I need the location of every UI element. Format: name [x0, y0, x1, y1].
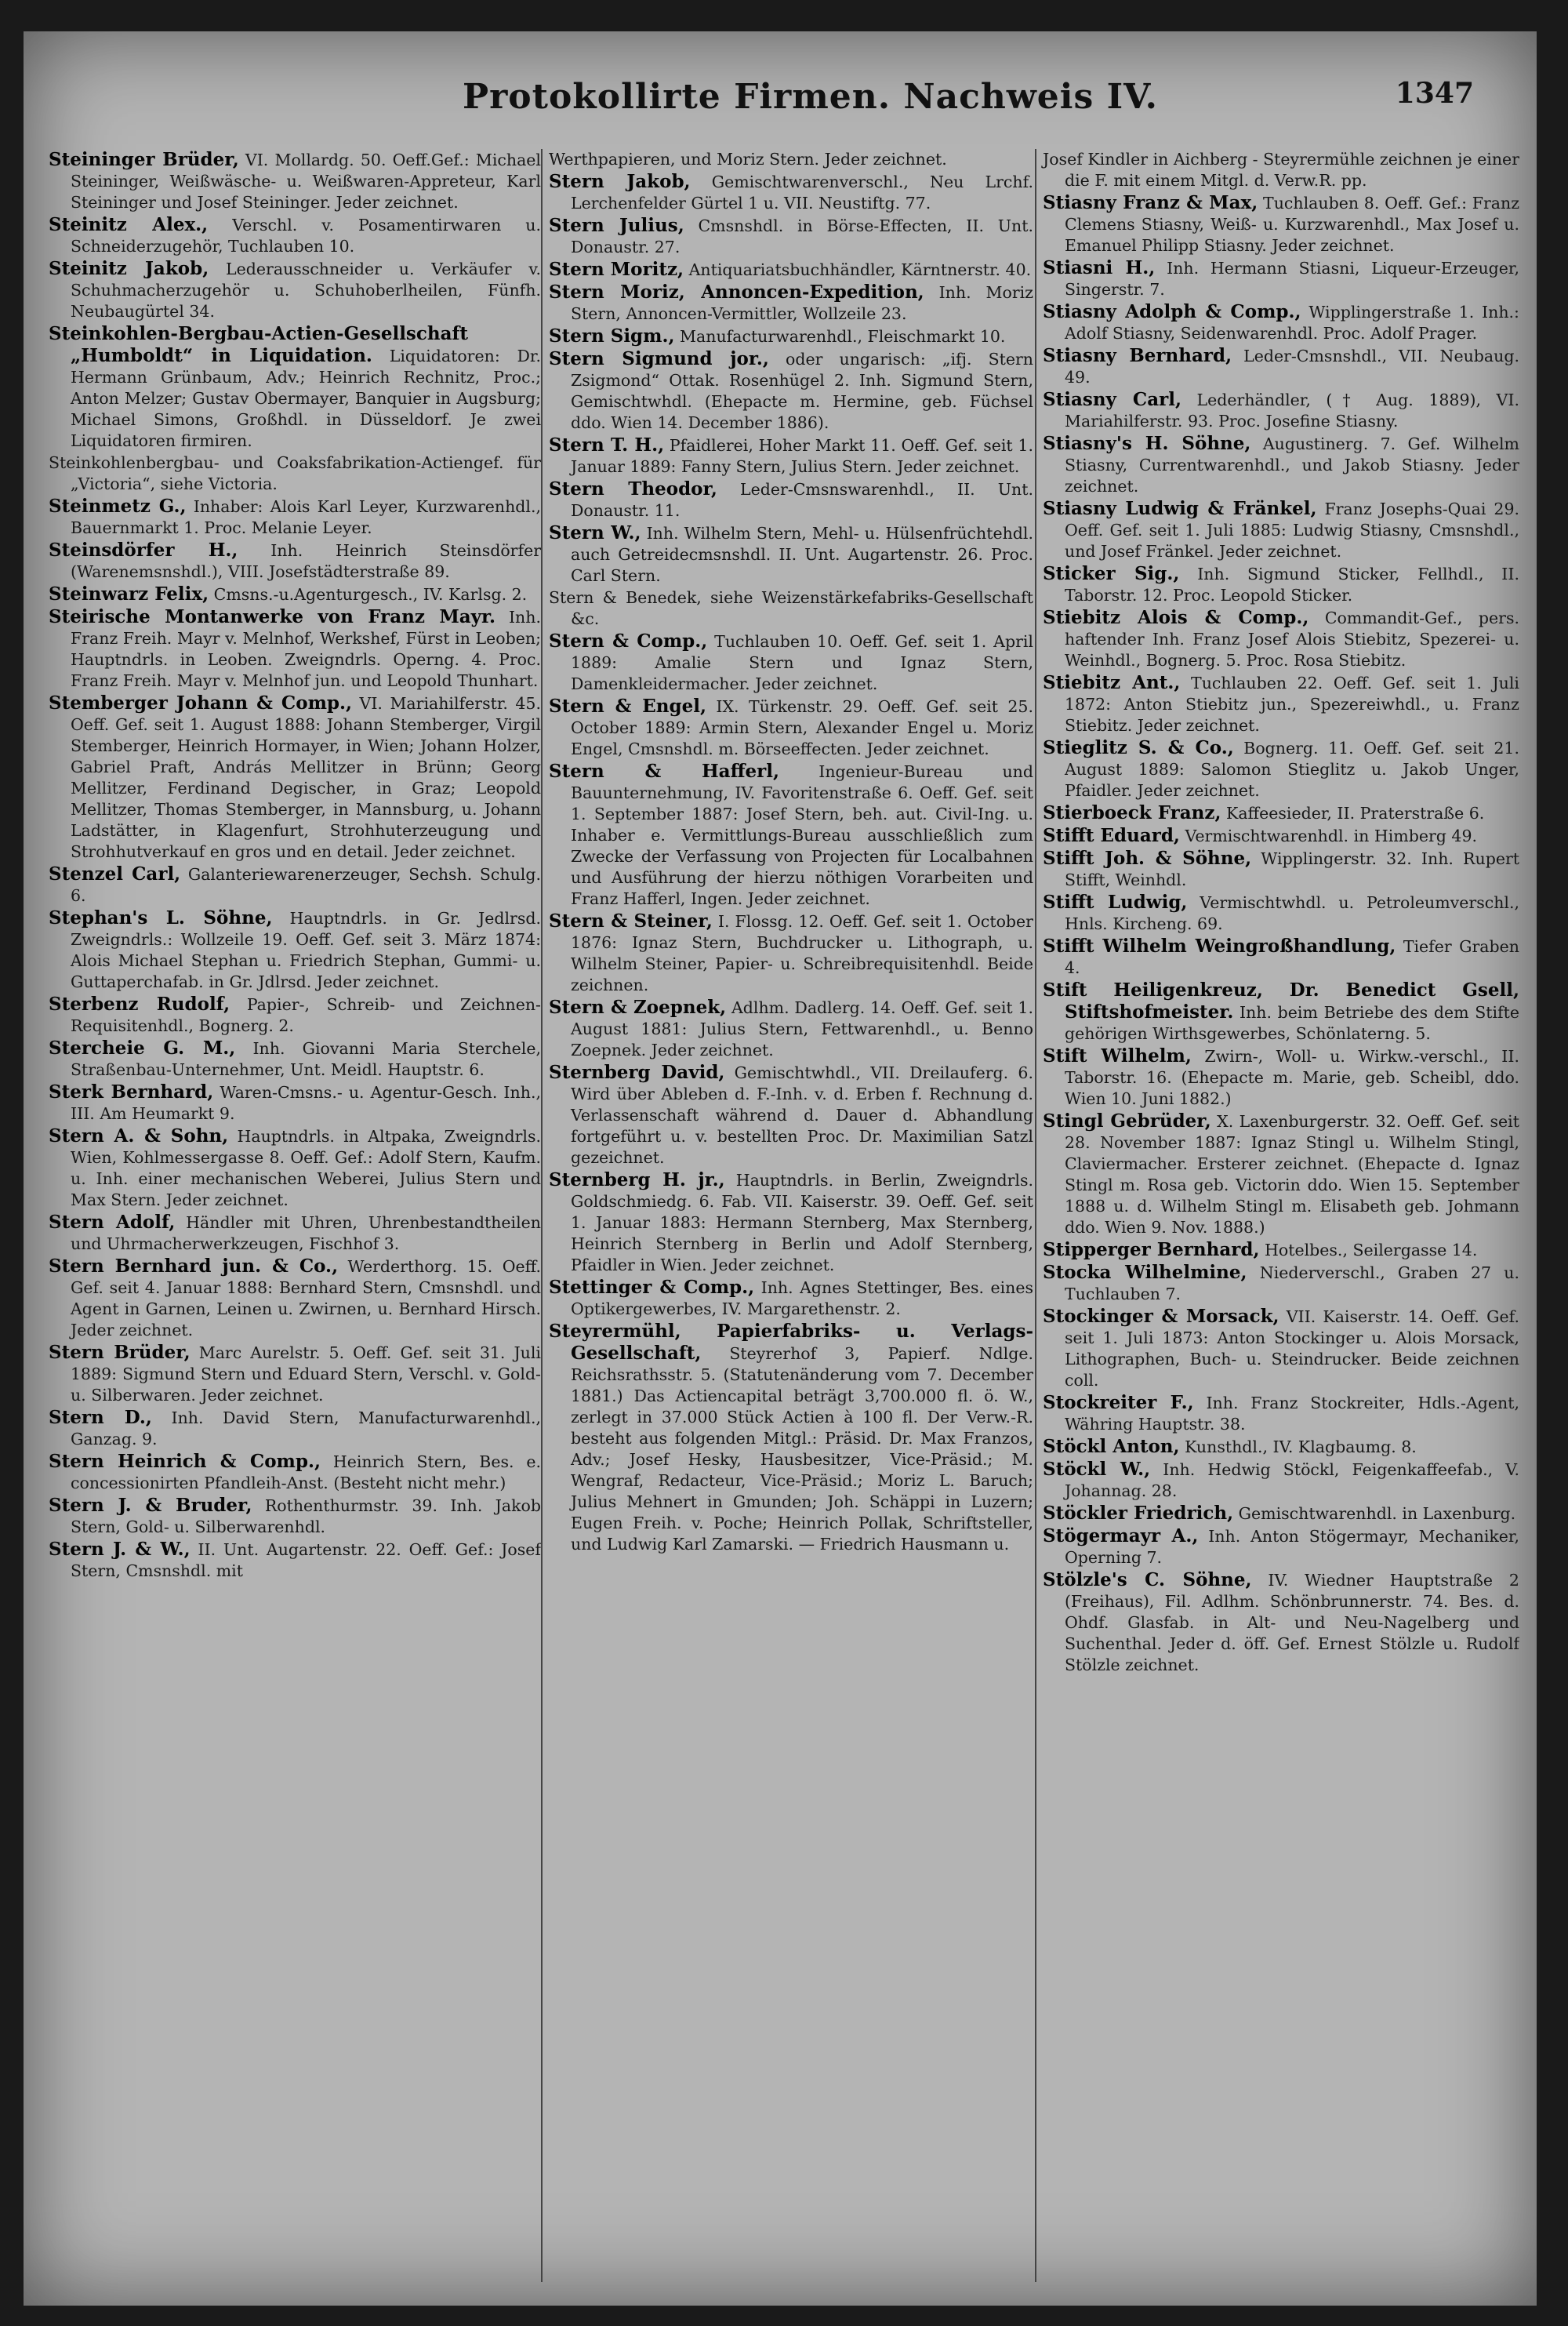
firm-name: Stifft Eduard,: [1043, 825, 1180, 846]
firm-details: II. Unt. Augartenstr. 22. Oeff. Gef.: Josef Stern, Cmsnshdl. mit: [71, 1540, 541, 1580]
firm-name: Stern & Engel,: [549, 696, 706, 717]
firm-details: Kunsthdl., IV. Klagbaumg. 8.: [1185, 1437, 1417, 1456]
document-page: [24, 31, 1537, 2306]
firm-name: Stögermayr A.,: [1043, 1525, 1199, 1546]
firm-details: Ingenieur-Bureau und Bauunternehmung, IV. Favoritenstraße 6. Oeff. Gef. seit 1. September 1887: Josef Stern, beh. aut. Civil-Ing. u. Inhaber e. Vermittlungs-Bureau ausschließlich zum Zwecke der Verfassung von Projecten für Localbahnen und Ausführung der hierzu nöthigen Vorarbeiten und Franz Hafferl, Ingen. Jeder zeichnet.: [571, 762, 1033, 908]
firm-name: Stift Heiligenkreuz, Dr. Benedict Gsell, Stiftshofmeister.: [1043, 979, 1519, 1023]
firm-name: Sterk Bernhard,: [49, 1081, 214, 1103]
firm-details: Augustinerg. 7. Gef. Wilhelm Stiasny, Currentwarenhdl., und Jakob Stiasny. Jeder zeichnet.: [1065, 434, 1519, 496]
firm-details: Hauptndrls. in Gr. Jedlrsd. Zweigndrls.: Wollzeile 19. Oeff. Gef. seit 3. März 1874: Alois Michael Stephan u. Friedrich Stephan, Gummi- u. Guttaperchafab. in Gr. Jdlrsd. Jeder zeichnet.: [71, 909, 541, 991]
firm-details: Heinrich Stern, Bes. e. concessionirten Pfandleih-Anst. (Besteht nicht mehr.): [71, 1452, 541, 1492]
firm-details: Waren-Cmsns.- u. Agentur-Gesch. Inh., III. Am Heumarkt 9.: [71, 1083, 541, 1123]
firm-details: X. Laxenburgerstr. 32. Oeff. Gef. seit 28. November 1887: Ignaz Stingl u. Wilhelm Stingl, Claviermacher. Ersterer zeichnet. (Ehepacte d. Ignaz Stingl m. Rosa geb. Victorin ddo. Wien 15. September 1888 u. d. Wilhelm Stingl m. Elisabeth geb. Johmann ddo. Wien 9. Nov. 1888.): [1065, 1112, 1519, 1237]
firm-name: Sticker Sig.,: [1043, 563, 1180, 584]
directory-entry: [1043, 979, 1519, 1045]
directory-entry: [1043, 1045, 1519, 1110]
directory-entry: [549, 282, 1033, 325]
directory-entry: [49, 583, 541, 605]
firm-name: Stern Julius,: [549, 215, 684, 236]
firm-details: Inh. Sigmund Sticker, Fellhdl., II. Taborstr. 12. Proc. Leopold Sticker.: [1065, 565, 1519, 605]
firm-details: Wipplingerstr. 32. Inh. Rupert Stifft, Weinhdl.: [1065, 849, 1519, 889]
firm-name: Stöckl Anton,: [1043, 1436, 1180, 1457]
directory-entry: [1043, 433, 1519, 497]
directory-entry: [1043, 825, 1519, 847]
directory-entry: [1043, 1110, 1519, 1238]
directory-entry: [549, 522, 1033, 587]
firm-details: Adlhm. Dadlerg. 14. Oeff. Gef. seit 1. August 1881: Julius Stern, Fettwarenhdl., u. Benno Zoepnek. Jeder zeichnet.: [571, 998, 1033, 1059]
firm-details: Commandit-Gef., pers. haftender Inh. Franz Josef Alois Stiebitz, Spezerei- u. Weinhdl., Bognerg. 5. Proc. Rosa Stiebitz.: [1065, 609, 1519, 670]
firm-details: Hauptndrls. in Altpaka, Zweigndrls. Wien, Kohlmessergasse 8. Oeff. Gef.: Adolf Stern, Kaufm. u. Inh. einer mechanischen Weberei, Julius Stern und Max Stern. Jeder zeichnet.: [71, 1127, 541, 1209]
column-middle: [541, 149, 1033, 2282]
firm-name: Stifft Wilhelm Weingroßhandlung,: [1043, 936, 1396, 957]
firm-details: Pfaidlerei, Hoher Markt 11. Oeff. Gef. seit 1. Januar 1889: Fanny Stern, Julius Stern. Jeder zeichnet.: [571, 436, 1033, 476]
firm-name: Stiasny Ludwig & Fränkel,: [1043, 498, 1317, 519]
directory-entry: [1043, 192, 1519, 256]
directory-entry: [49, 863, 541, 907]
firm-details: Gemischtwhdl., VII. Dreilauferg. 6. Wird über Ableben d. F.-Inh. v. d. Erben f. Rechnung d. Verlassenschaft während d. Dauer d. Abhandlung fortgeführt u. v. bestellten Proc. Dr. Maximilian Satzl gezeichnet.: [571, 1063, 1033, 1167]
firm-details: Bognerg. 11. Oeff. Gef. seit 21. August 1889: Salomon Stieglitz u. Jakob Unger, Pfaidler. Jeder zeichnet.: [1065, 739, 1519, 800]
firm-name: Stifft Ludwig,: [1043, 892, 1188, 913]
firm-details: Marc Aurelstr. 5. Oeff. Gef. seit 31. Juli 1889: Sigmund Stern und Eduard Stern, Verschl. v. Gold- u. Silberwaren. Jeder zeichnet.: [71, 1343, 541, 1405]
firm-name: Stingl Gebrüder,: [1043, 1110, 1211, 1132]
firm-name: Stiasni H.,: [1043, 257, 1156, 278]
directory-entry: [549, 1062, 1033, 1168]
directory-entry: [1043, 1262, 1519, 1305]
firm-name: Stern D.,: [49, 1407, 152, 1428]
firm-name: Stöckl W.,: [1043, 1459, 1151, 1480]
firm-details: Inh. Anton Stögermayr, Mechaniker, Operning 7.: [1065, 1527, 1519, 1567]
firm-name: Stern & Steiner,: [549, 910, 713, 932]
firm-details: Kaffeesieder, II. Praterstraße 6.: [1226, 804, 1485, 823]
firm-name: Stöckler Friedrich,: [1043, 1503, 1234, 1524]
firm-details: Inh. Franz Stockreiter, Hdls.-Agent, Währing Hauptstr. 38.: [1065, 1394, 1519, 1434]
firm-details: VI. Mariahilferstr. 45. Oeff. Gef. seit 1. August 1888: Johann Stemberger, Virgil Stemberger, Heinrich Hormayer, in Wien; Johann Holzer, Gabriel Praft, András Mellitzer in Brünn; Georg Mellitzer, Ferdinand Degischer, in Graz; Leopold Mellitzer, Thomas Stemberger, in Mannsburg, u. Johann Ladstätter, in Klagenfurt, Strohhuterzeugung und Strohhutverkauf en gros und en detail. Jeder zeichnet.: [71, 694, 541, 861]
directory-entry: [549, 696, 1033, 760]
directory-entry: [49, 1212, 541, 1255]
directory-entry: [1043, 301, 1519, 344]
directory-entry: [549, 910, 1033, 996]
firm-name: Stemberger Johann & Comp.,: [49, 692, 352, 714]
firm-name: Steinwarz Felix,: [49, 583, 209, 605]
firm-details: IX. Türkenstr. 29. Oeff. Gef. seit 25. October 1889: Armin Stern, Alexander Engel u. Moriz Engel, Cmsnshdl. m. Börseeffecten. Jeder zeichnet.: [571, 697, 1033, 758]
firm-details: Rothenthurmstr. 39. Inh. Jakob Stern, Gold- u. Silberwarenhdl.: [71, 1496, 541, 1536]
firm-details: Inh. Giovanni Maria Sterchele, Straßenbau-Unternehmer, Unt. Meidl. Hauptstr. 6.: [71, 1039, 541, 1079]
firm-name: Stipperger Bernhard,: [1043, 1239, 1260, 1260]
firm-name: Stern Moriz, Annoncen-Expedition,: [549, 282, 924, 303]
firm-details: I. Flossg. 12. Oeff. Gef. seit 1. October 1876: Ignaz Stern, Buchdrucker u. Lithograph, u. Wilhelm Steiner, Papier- u. Schreibrequisitenhdl. Beide zeichnen.: [571, 912, 1033, 994]
firm-details: Gemischtwarenhdl. in Laxenburg.: [1238, 1504, 1516, 1523]
directory-entry: [49, 1038, 541, 1081]
directory-entry: [1043, 672, 1519, 736]
directory-entry: [549, 587, 1033, 630]
firm-details: Tiefer Graben 4.: [1065, 937, 1519, 977]
directory-entry: [49, 323, 541, 452]
directory-entry: [1043, 737, 1519, 801]
directory-entry: [49, 606, 541, 692]
directory-entry: [549, 171, 1033, 214]
firm-details: Josef Kindler in Aichberg - Steyrermühle zeichnen je einer die F. mit einem Mitgl. d. Verw.R. pp.: [1043, 150, 1519, 190]
firm-details: Galanteriewarenerzeuger, Sechsh. Schulg. 6.: [71, 865, 541, 905]
firm-details: Franz Josephs-Quai 29. Oeff. Gef. seit 1. Juli 1885: Ludwig Stiasny, Cmsnshdl., und Josef Fränkel. Jeder zeichnet.: [1065, 500, 1519, 561]
directory-entry: [549, 631, 1033, 695]
firm-name: Stern & Zoepnek,: [549, 997, 727, 1018]
directory-entry: [49, 149, 541, 213]
directory-entry: [49, 452, 541, 495]
firm-details: Cmsnshdl. in Börse-Effecten, II. Unt. Donaustr. 27.: [571, 216, 1033, 256]
firm-name: Stern & Hafferl,: [549, 761, 779, 782]
firm-name: Stern Brüder,: [49, 1342, 191, 1363]
directory-entry: [1043, 802, 1519, 824]
firm-name: Steinitz Alex.,: [49, 214, 209, 235]
firm-details: VII. Kaiserstr. 14. Oeff. Gef. seit 1. Juli 1873: Anton Stockinger u. Alois Morsack, Lithographen, Buch- u. Steindrucker. Beide zeichnen coll.: [1065, 1307, 1519, 1390]
firm-details: Vermischtwhdl. u. Petroleumverschl., Hnls. Kircheng. 69.: [1065, 893, 1519, 933]
directory-entry: [549, 149, 1033, 170]
firm-details: Inh. Heinrich Steinsdörfer (Warenemsnshdl.), VIII. Josefstädterstraße 89.: [71, 541, 541, 581]
firm-name: Stephan's L. Söhne,: [49, 907, 273, 929]
firm-name: Stern Moritz,: [549, 259, 684, 280]
firm-details: VI. Mollardg. 50. Oeff.Gef.: Michael Steininger, Weißwäsche- u. Weißwaren-Appreteur, Karl Steininger und Josef Steininger. Jeder zeichnet.: [71, 151, 541, 212]
firm-name: Steinkohlen-Bergbau-Actien-Gesellschaft „Humboldt“ in Liquidation.: [49, 323, 469, 366]
directory-entry: [1043, 936, 1519, 979]
firm-name: Sterbenz Rudolf,: [49, 994, 230, 1015]
firm-name: Steinsdörfer H.,: [49, 540, 238, 561]
firm-details: Inh. Agnes Stettinger, Bes. eines Optikergewerbes, IV. Margarethenstr. 2.: [571, 1278, 1033, 1318]
firm-details: Zwirn-, Woll- u. Wirkw.-verschl., II. Taborstr. 16. (Ehepacte m. Marie, geb. Scheibl, ddo. Wien 10. Juni 1882.): [1065, 1047, 1519, 1108]
directory-entry: [549, 1169, 1033, 1276]
firm-details: Lederhändler, († Aug. 1889), VI. Mariahilferstr. 93. Proc. Josefine Stiasny.: [1065, 391, 1519, 431]
firm-details: Steinkohlenbergbau- und Coaksfabrikation-Actiengef. für „Victoria“, siehe Victoria.: [49, 453, 541, 493]
column-right: [1035, 149, 1519, 2282]
firm-name: Steinmetz G.,: [49, 496, 187, 517]
firm-name: Stiasny's H. Söhne,: [1043, 433, 1251, 454]
directory-entry: [1043, 607, 1519, 671]
firm-name: Stiasny Bernhard,: [1043, 345, 1232, 366]
directory-entry: [1043, 498, 1519, 562]
directory-entry: [549, 215, 1033, 258]
firm-name: Steinitz Jakob,: [49, 258, 209, 279]
firm-name: Stierboeck Franz,: [1043, 802, 1221, 823]
firm-name: Stift Wilhelm,: [1043, 1045, 1192, 1067]
directory-entry: [549, 1277, 1033, 1320]
firm-name: Stockreiter F.,: [1043, 1392, 1194, 1413]
firm-name: Stern J. & W.,: [49, 1539, 191, 1560]
firm-details: Niederverschl., Graben 27 u. Tuchlauben 7.: [1065, 1263, 1519, 1303]
directory-entry: [1043, 1436, 1519, 1458]
firm-details: Hotelbes., Seilergasse 14.: [1265, 1241, 1478, 1259]
firm-name: Stieglitz S. & Co.,: [1043, 737, 1234, 758]
directory-entry: [549, 1321, 1033, 1555]
directory-entry: [49, 1256, 541, 1341]
directory-entry: [1043, 149, 1519, 191]
firm-details: Verschl. v. Posamentirwaren u. Schneiderzugehör, Tuchlauben 10.: [71, 216, 541, 256]
column-left: [49, 149, 541, 2282]
firm-name: Stern Jakob,: [549, 171, 691, 192]
firm-details: Werthpapieren, und Moriz Stern. Jeder zeichnet.: [549, 150, 947, 169]
firm-name: Sternberg David,: [549, 1062, 725, 1083]
firm-name: Stern W.,: [549, 522, 641, 543]
firm-name: Stettinger & Comp.,: [549, 1277, 755, 1298]
directory-entry: [49, 692, 541, 863]
firm-details: Hauptndrls. in Berlin, Zweigndrls. Goldschmiedg. 6. Fab. VII. Kaiserstr. 39. Oeff. Gef. seit 1. Januar 1883: Hermann Sternberg, Max Sternberg, Heinrich Sternberg in Berlin und Adolf Sternberg, Pfaidler in Wien. Jeder zeichnet.: [571, 1171, 1033, 1274]
directory-entry: [49, 907, 541, 993]
firm-name: Stiasny Carl,: [1043, 389, 1181, 410]
firm-name: Stercheie G. M.,: [49, 1038, 236, 1059]
firm-name: Stocka Wilhelmine,: [1043, 1262, 1247, 1283]
firm-name: Stiebitz Ant.,: [1043, 672, 1181, 693]
directory-entry: [549, 259, 1033, 281]
firm-details: Cmsns.-u.Agenturgesch., IV. Karlsg. 2.: [213, 585, 528, 604]
firm-name: Steyrermühl, Papierfabriks- u. Verlags-Gesellschaft,: [549, 1321, 1033, 1364]
firm-details: Händler mit Uhren, Uhrenbestandtheilen und Uhrmacherwerkzeugen, Fischhof 3.: [71, 1213, 541, 1253]
page-number: 1347: [1395, 77, 1474, 110]
firm-details: Werderthorg. 15. Oeff. Gef. seit 4. Januar 1888: Bernhard Stern, Cmsnshdl. und Agent in Garnen, Leinen u. Zwirnen, u. Bernhard Hirsch. Jeder zeichnet.: [71, 1257, 541, 1339]
directory-entry: [49, 496, 541, 539]
directory-entry: [49, 1495, 541, 1538]
firm-name: Stiasny Franz & Max,: [1043, 192, 1258, 213]
firm-details: Tuchlauben 8. Oeff. Gef.: Franz Clemens Stiasny, Weiß- u. Kurzwarenhdl., Max Josef u. Emanuel Philipp Stiasny. Jeder zeichnet.: [1065, 194, 1519, 255]
directory-entry: [549, 478, 1033, 522]
firm-details: Inh. Wilhelm Stern, Mehl- u. Hülsenfrüchtehdl. auch Getreidecmsnshdl. II. Unt. Augartenstr. 26. Proc. Carl Stern.: [571, 524, 1033, 585]
directory-entry: [549, 997, 1033, 1061]
page-title: Protokollirte Firmen. Nachweis IV.: [463, 77, 1158, 117]
directory-entry: [549, 761, 1033, 910]
firm-name: Stockinger & Morsack,: [1043, 1306, 1279, 1327]
directory-entry: [49, 540, 541, 583]
firm-name: Stifft Joh. & Söhne,: [1043, 848, 1252, 869]
directory-entry: [49, 1342, 541, 1406]
firm-details: Manufacturwarenhdl., Fleischmarkt 10.: [680, 327, 1006, 346]
firm-details: Vermischtwarenhdl. in Himberg 49.: [1185, 827, 1478, 845]
directory-entry: [1043, 1239, 1519, 1261]
firm-name: Stern Sigmund jor.,: [549, 348, 769, 369]
directory-entry: [549, 325, 1033, 347]
directory-entry: [1043, 345, 1519, 388]
directory-entry: [1043, 1392, 1519, 1435]
directory-entry: [49, 1081, 541, 1125]
firm-name: Stern Theodor,: [549, 478, 717, 500]
directory-entry: [1043, 1306, 1519, 1391]
firm-details: Inh. beim Betriebe des dem Stifte gehörigen Wirthsgewerbes, Schönlaterng. 5.: [1065, 1003, 1519, 1043]
directory-entry: [1043, 257, 1519, 300]
directory-entry: [49, 1539, 541, 1582]
firm-details: Tuchlauben 22. Oeff. Gef. seit 1. Juli 1872: Anton Stiebitz jun., Spezereiwhdl., u. Franz Stiebitz. Jeder zeichnet.: [1065, 674, 1519, 735]
firm-details: Inh. Hedwig Stöckl, Feigenkaffeefab., V. Johannag. 28.: [1065, 1460, 1519, 1500]
firm-details: Lederausschneider u. Verkäufer v. Schuhmacherzugehör u. Schuhoberlheilen, Fünfh. Neubaugürtel 34.: [71, 260, 541, 321]
firm-details: Stern & Benedek, siehe Weizenstärkefabriks-Gesellschaft &c.: [549, 588, 1033, 628]
firm-name: Stölzle's C. Söhne,: [1043, 1569, 1252, 1590]
firm-details: Leder-Cmsnshdl., VII. Neubaug. 49.: [1065, 347, 1519, 387]
directory-entry: [1043, 848, 1519, 891]
firm-details: Leder-Cmsnswarenhdl., II. Unt. Donaustr. 11.: [571, 480, 1033, 520]
firm-details: Wipplingerstraße 1. Inh.: Adolf Stiasny, Seidenwarenhdl. Proc. Adolf Prager.: [1065, 303, 1519, 343]
firm-name: Stern Heinrich & Comp.,: [49, 1451, 321, 1472]
firm-details: Inh. Franz Freih. Mayr v. Melnhof, Werkshef, Fürst in Leoben; Hauptndrls. in Leoben. Zweigndrls. Operng. 4. Proc. Franz Freih. Mayr v. Melnhof jun. und Leopold Thunhart.: [71, 608, 541, 690]
firm-name: Stiebitz Alois & Comp.,: [1043, 607, 1309, 628]
firm-details: oder ungarisch: „ifj. Stern Zsigmond“ Ottak. Rosenhügel 2. Inh. Sigmund Stern, Gemischtwhdl. (Ehepacte m. Hermine, geb. Füchsel ddo. Wien 14. December 1886).: [571, 350, 1033, 432]
directory-entry: [1043, 563, 1519, 606]
page-header: [24, 77, 1537, 132]
directory-entry: [1043, 1459, 1519, 1502]
firm-name: Stern A. & Sohn,: [49, 1125, 229, 1147]
directory-entry: [1043, 389, 1519, 432]
firm-name: Stern Bernhard jun. & Co.,: [49, 1256, 339, 1277]
directory-entry: [49, 214, 541, 257]
directory-entry: [49, 1451, 541, 1494]
firm-details: Inh. Moriz Stern, Annoncen-Vermittler, Wollzeile 23.: [571, 283, 1033, 323]
firm-name: Stern Sigm.,: [549, 325, 675, 347]
firm-details: Inh. Hermann Stiasni, Liqueur-Erzeuger, Singerstr. 7.: [1065, 259, 1519, 299]
directory-entry: [1043, 1525, 1519, 1568]
directory-entry: [49, 258, 541, 322]
directory-entry: [49, 1407, 541, 1450]
firm-name: Stern T. H.,: [549, 434, 665, 456]
directory-entry: [549, 434, 1033, 478]
firm-name: Steininger Brüder,: [49, 149, 239, 170]
firm-name: Stern J. & Bruder,: [49, 1495, 252, 1516]
directory-entry: [49, 1125, 541, 1211]
directory-entry: [1043, 892, 1519, 935]
directory-entry: [49, 994, 541, 1037]
firm-name: Stiasny Adolph & Comp.,: [1043, 301, 1301, 322]
firm-name: Stenzel Carl,: [49, 863, 181, 885]
firm-details: Steyrerhof 3, Papierf. Ndlge. Reichsrathsstr. 5. (Statutenänderung vom 7. December 1881.) Das Actiencapital beträgt 3,700.000 fl. ö. W., zerlegt in 37.000 Stück Actien à 100 fl. Der Verw.-R. besteht aus folgenden Mitgl.: Präsid. Dr. Max Franzos, Adv.; Josef Hesky, Hausbesitzer, Vice-Präsid.; M. Wengraf, Redacteur, Vice-Präsid.; Moriz L. Baruch; Julius Mehnert in Gmunden; Joh. Schäppi in Luzern; Eugen Freih. v. Poche; Heinrich Pollak, Schriftsteller, und Ludwig Karl Zamarski. — Friedrich Hausmann u.: [571, 1344, 1033, 1554]
firm-details: Gemischtwarenverschl., Neu Lrchf. Lerchenfelder Gürtel 1 u. VII. Neustiftg. 77.: [571, 173, 1033, 213]
firm-name: Stern Adolf,: [49, 1212, 176, 1233]
firm-details: Inh. David Stern, Manufacturwarenhdl., Ganzag. 9.: [71, 1408, 541, 1448]
firm-details: Papier-, Schreib- und Zeichnen-Requisitenhdl., Bognerg. 2.: [71, 995, 541, 1035]
firm-details: Tuchlauben 10. Oeff. Gef. seit 1. April 1889: Amalie Stern und Ignaz Stern, Damenkleidermacher. Jeder zeichnet.: [571, 632, 1033, 693]
firm-details: Liquidatoren: Dr. Hermann Grünbaum, Adv.; Heinrich Rechnitz, Proc.; Anton Melzer; Gustav Obermayer, Banquier in Augsburg; Michael Simons, Großhdl. in Düsseldorf. Je zwei Liquidatoren firmiren.: [71, 347, 541, 450]
firm-details: Inhaber: Alois Karl Leyer, Kurzwarenhdl., Bauernmarkt 1. Proc. Melanie Leyer.: [71, 497, 541, 537]
firm-details: Antiquariatsbuchhändler, Kärntnerstr. 40.: [688, 260, 1032, 279]
firm-name: Steirische Montanwerke von Franz Mayr.: [49, 606, 496, 627]
firm-details: IV. Wiedner Hauptstraße 2 (Freihaus), Fil. Adlhm. Schönbrunnerstr. 74. Bes. d. Ohdf. Glasfab. in Alt- und Neu-Nagelberg und Suchenthal. Jeder d. öff. Gef. Ernest Stölzle u. Rudolf Stölzle zeichnet.: [1065, 1571, 1519, 1674]
directory-entry: [1043, 1503, 1519, 1525]
firm-name: Sternberg H. jr.,: [549, 1169, 725, 1190]
firm-name: Stern & Comp.,: [549, 631, 708, 652]
directory-entry: [1043, 1569, 1519, 1676]
directory-entry: [549, 348, 1033, 434]
